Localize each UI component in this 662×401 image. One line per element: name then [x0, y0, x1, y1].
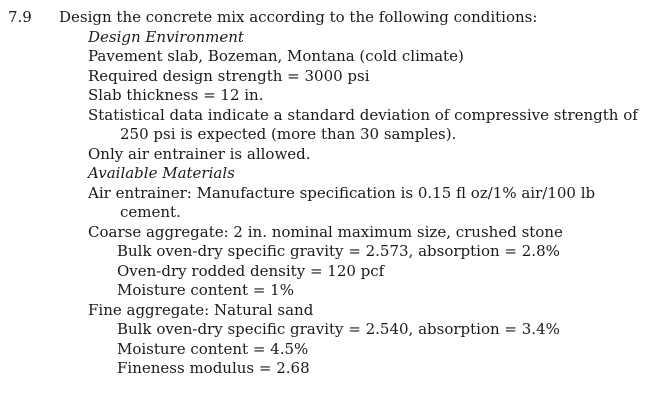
fine-aggregate-moisture: Moisture content = 4.5%	[117, 339, 309, 358]
design-environment-statistics: Statistical data indicate a standard deviation of compressive strength of 250 psi is expected (more than 30 samples).	[88, 105, 638, 143]
available-materials-heading: Available Materials	[88, 164, 235, 182]
fine-aggregate-fineness: Fineness modulus = 2.68	[117, 359, 310, 377]
problem-content	[59, 8, 657, 379]
coarse-aggregate-density: Oven-dry rodded density = 120 pcf	[117, 261, 385, 280]
design-environment-admixture: Only air entrainer is allowed.	[88, 144, 311, 163]
coarse-aggregate-moisture: Moisture content = 1%	[117, 281, 294, 299]
coarse-aggregate-gravity: Bulk oven-dry specific gravity = 2.573, absorption = 2.8%	[117, 242, 560, 260]
design-environment-location: Pavement slab, Bozeman, Montana (cold climate)	[88, 47, 464, 65]
air-entrainer-spec: Air entrainer: Manufacture specification is 0.15 fl oz/1% air/100 lb cement.	[88, 183, 596, 221]
coarse-aggregate-label: Coarse aggregate: 2 in. nominal maximum size, crushed stone	[88, 222, 563, 241]
design-environment-heading: Design Environment	[88, 27, 244, 46]
design-environment-strength: Required design strength = 3000 psi	[88, 66, 370, 85]
problem-prompt: Design the concrete mix according to the following conditions:	[59, 8, 538, 26]
problem-number: 7.9	[8, 8, 32, 26]
fine-aggregate-gravity: Bulk oven-dry specific gravity = 2.540, absorption = 3.4%	[117, 320, 560, 338]
fine-aggregate-label: Fine aggregate: Natural sand	[88, 300, 314, 319]
design-environment-thickness: Slab thickness = 12 in.	[88, 86, 264, 104]
